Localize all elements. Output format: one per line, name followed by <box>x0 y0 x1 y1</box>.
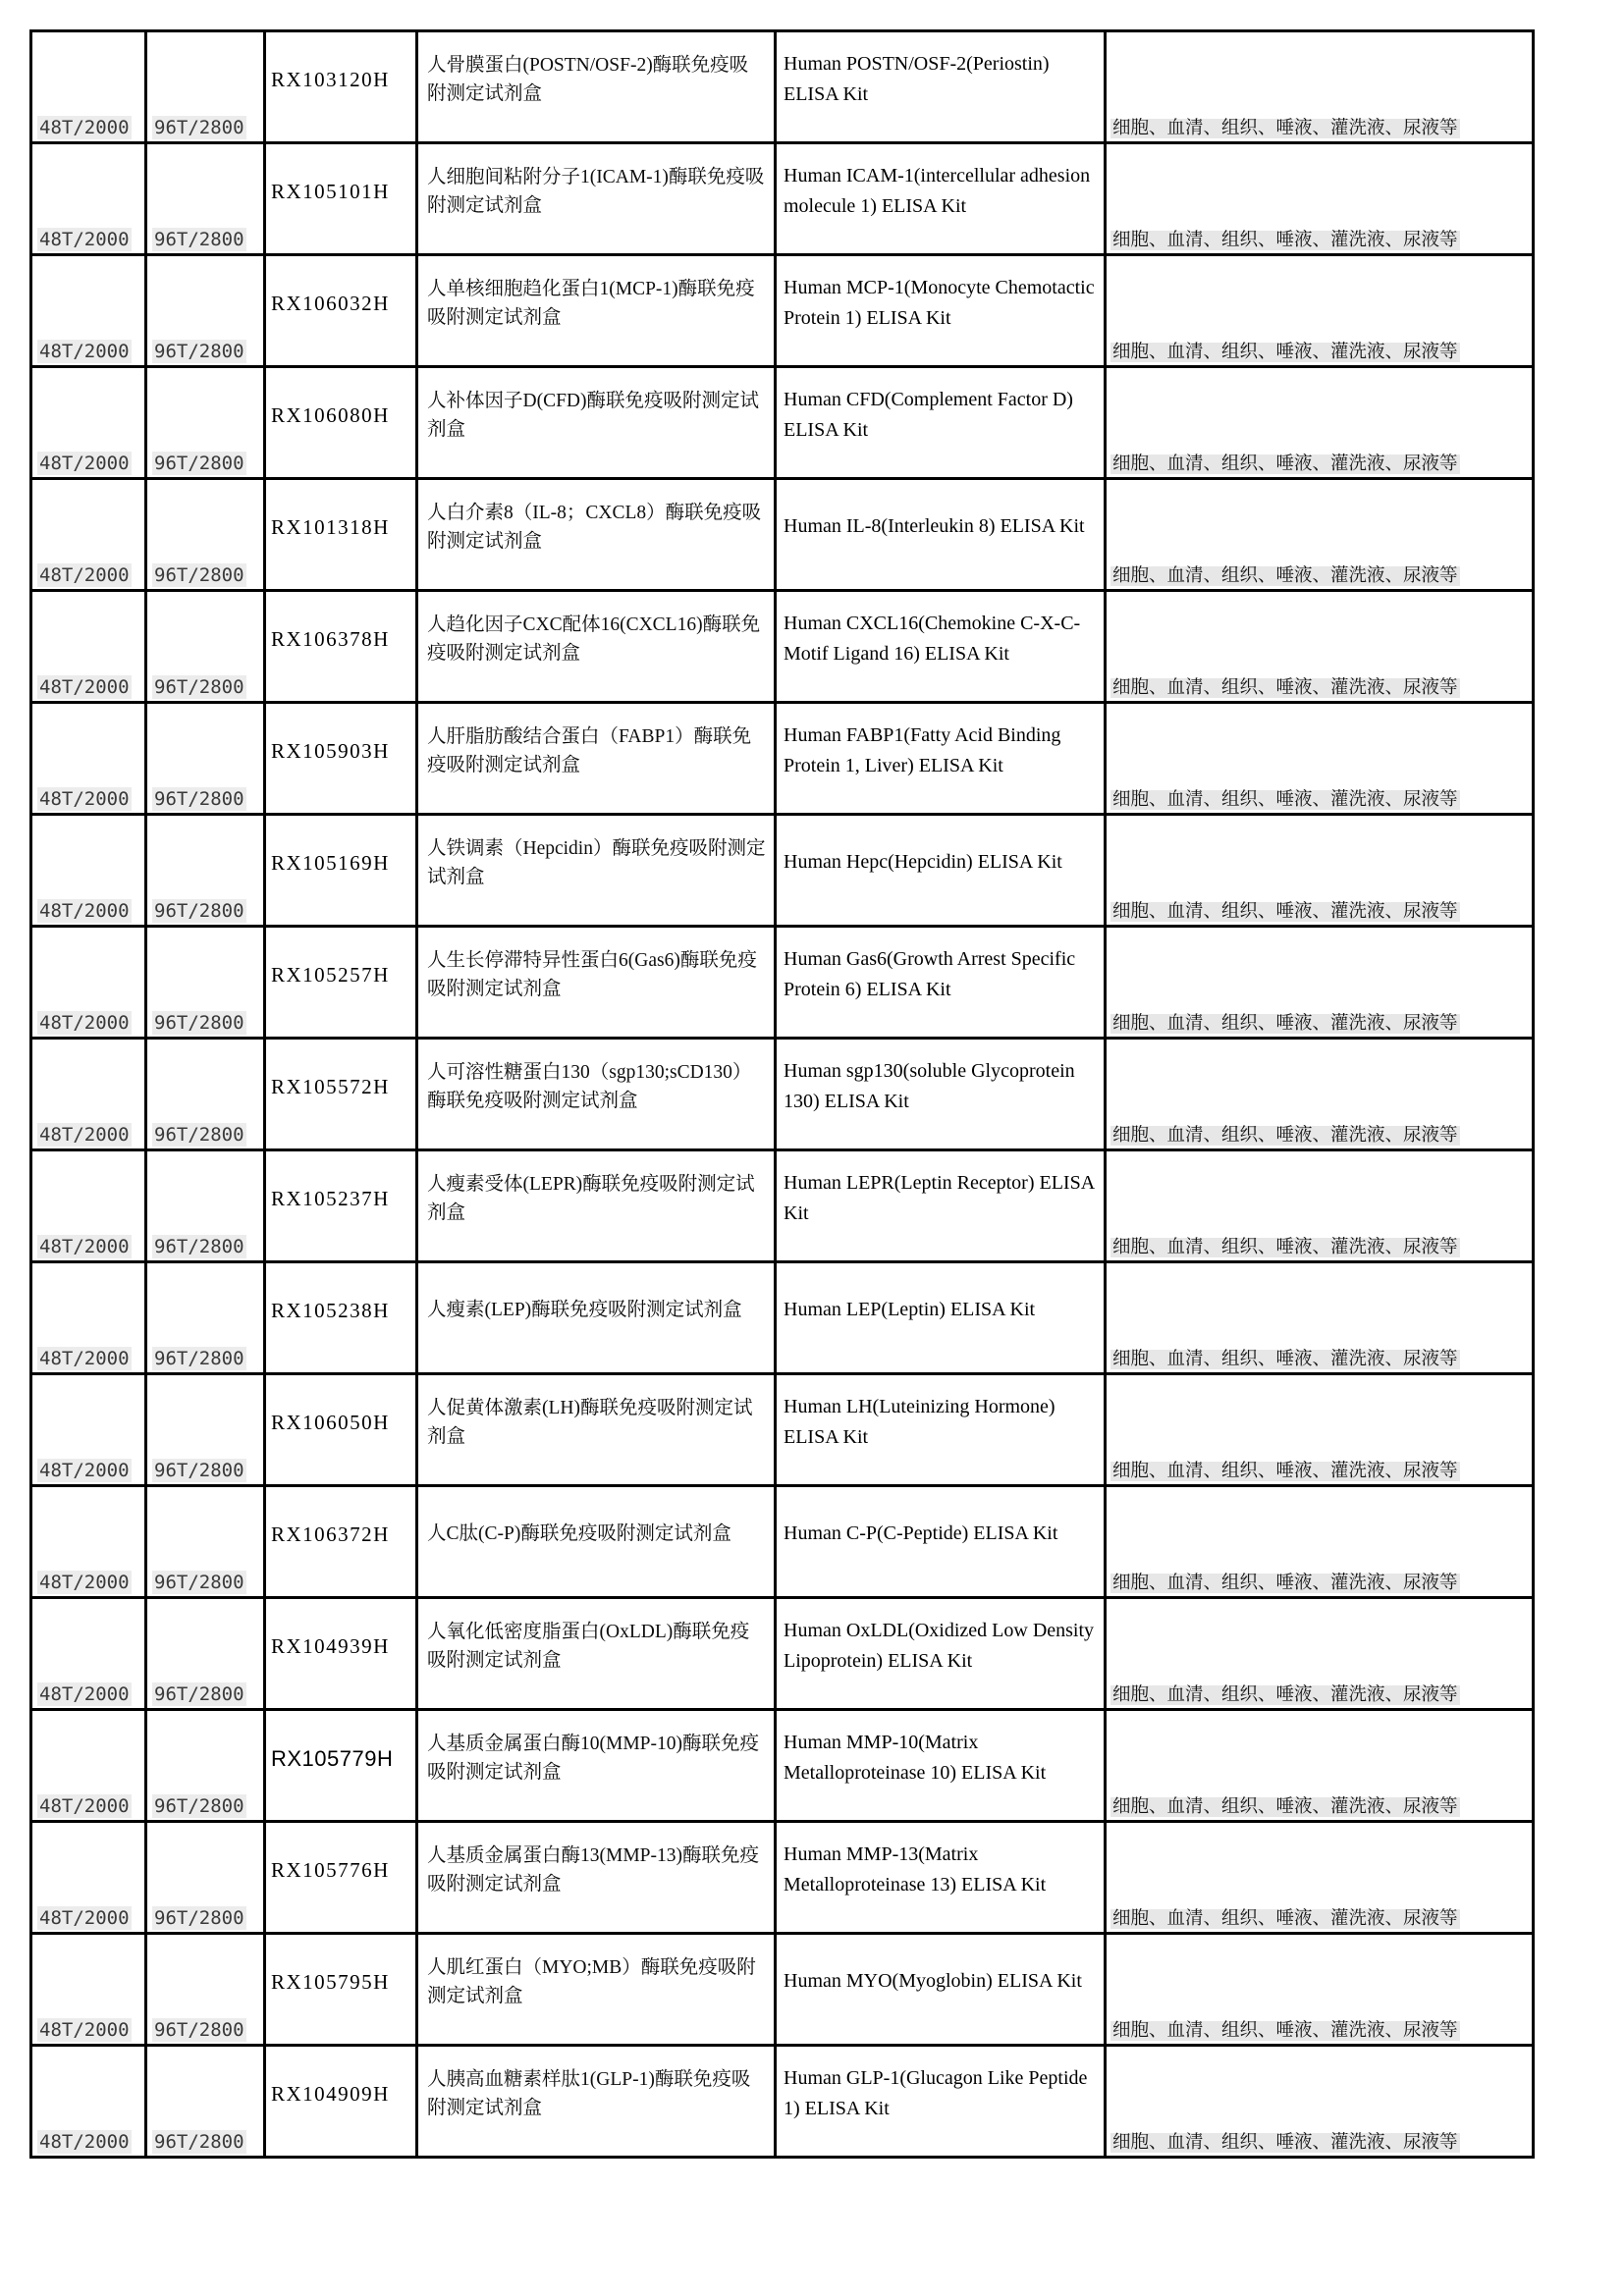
sample-types: 细胞、血清、组织、唾液、灌洗液、尿液等 <box>1112 119 1458 138</box>
sample-types: 细胞、血清、组织、唾液、灌洗液、尿液等 <box>1112 1350 1458 1369</box>
catalog-number-cell <box>265 31 417 143</box>
catalog-number-cell <box>265 143 417 255</box>
product-name-cn-cell <box>417 1374 776 1486</box>
product-name-en: Human LH(Luteinizing Hormone) ELISA Kit <box>784 1395 1056 1448</box>
pack-size-48t-cell <box>31 1710 146 1822</box>
product-name-cn-cell <box>417 703 776 815</box>
catalog-number: RX105238H <box>271 1299 390 1322</box>
pack-size-48t-cell <box>31 927 146 1039</box>
catalog-number-cell <box>265 367 417 479</box>
product-name-en: Human ICAM-1(intercellular adhesion molecule 1) ELISA Kit <box>784 164 1091 217</box>
catalog-number: RX101318H <box>271 515 390 539</box>
product-name-cn: 人单核细胞趋化蛋白1(MCP-1)酶联免疫吸附测定试剂盒 <box>427 278 755 328</box>
sample-types-cell <box>1106 143 1534 255</box>
product-name-cn-cell <box>417 591 776 703</box>
pack-size-96t-cell <box>146 1598 265 1710</box>
table-row <box>31 1934 1534 2046</box>
catalog-number-cell <box>265 479 417 591</box>
pack-size-48t-value: 48T/2000 <box>39 341 130 362</box>
product-name-cn: 人补体因子D(CFD)酶联免疫吸附测定试剂盒 <box>427 390 760 440</box>
pack-size-96t-value: 96T/2800 <box>154 1907 244 1929</box>
sample-types: 细胞、血清、组织、唾液、灌洗液、尿液等 <box>1112 454 1458 474</box>
sample-types: 细胞、血清、组织、唾液、灌洗液、尿液等 <box>1112 1909 1458 1929</box>
product-name-en-cell <box>776 591 1106 703</box>
pack-size-48t-cell <box>31 1486 146 1598</box>
catalog-number-cell <box>265 255 417 367</box>
pack-size-96t-cell <box>146 1039 265 1150</box>
table-row <box>31 815 1534 927</box>
sample-types-cell <box>1106 1486 1534 1598</box>
product-name-cn-cell <box>417 1934 776 2046</box>
sample-types-cell <box>1106 815 1534 927</box>
table-row <box>31 1710 1534 1822</box>
pack-size-48t-cell <box>31 703 146 815</box>
sample-types-cell <box>1106 1150 1534 1262</box>
pack-size-96t-value: 96T/2800 <box>154 1348 244 1369</box>
pack-size-96t-value: 96T/2800 <box>154 1683 244 1705</box>
product-name-cn-cell <box>417 1822 776 1934</box>
pack-size-96t-value: 96T/2800 <box>154 1236 244 1257</box>
pack-size-48t-value: 48T/2000 <box>39 1124 130 1146</box>
table-body <box>31 31 1534 2158</box>
table-row <box>31 255 1534 367</box>
catalog-number-cell <box>265 815 417 927</box>
product-name-cn: 人促黄体激素(LH)酶联免疫吸附测定试剂盒 <box>427 1397 753 1447</box>
pack-size-48t-cell <box>31 1262 146 1374</box>
product-name-cn: 人细胞间粘附分子1(ICAM-1)酶联免疫吸附测定试剂盒 <box>427 166 765 216</box>
pack-size-48t-value: 48T/2000 <box>39 564 130 586</box>
pack-size-96t-cell <box>146 1374 265 1486</box>
product-name-en: Human MMP-10(Matrix Metalloproteinase 10) ELISA Kit <box>784 1731 1047 1784</box>
sample-types-cell <box>1106 703 1534 815</box>
pack-size-96t-value: 96T/2800 <box>154 341 244 362</box>
sample-types-cell <box>1106 1710 1534 1822</box>
product-name-cn-cell <box>417 1262 776 1374</box>
product-name-en: Human sgp130(soluble Glycoprotein 130) ELISA Kit <box>784 1059 1075 1112</box>
product-name-en-cell <box>776 2046 1106 2158</box>
sample-types: 细胞、血清、组织、唾液、灌洗液、尿液等 <box>1112 1238 1458 1257</box>
pack-size-96t-cell <box>146 1262 265 1374</box>
product-name-en-cell <box>776 1262 1106 1374</box>
product-name-cn-cell <box>417 479 776 591</box>
pack-size-48t-value: 48T/2000 <box>39 1236 130 1257</box>
product-name-cn-cell <box>417 1486 776 1598</box>
catalog-number: RX106372H <box>271 1522 390 1546</box>
pack-size-48t-cell <box>31 1934 146 2046</box>
pack-size-96t-cell <box>146 1486 265 1598</box>
product-table <box>29 29 1535 2159</box>
pack-size-96t-cell <box>146 2046 265 2158</box>
product-name-en-cell <box>776 1374 1106 1486</box>
pack-size-96t-value: 96T/2800 <box>154 453 244 474</box>
pack-size-96t-cell <box>146 31 265 143</box>
pack-size-96t-cell <box>146 479 265 591</box>
sample-types: 细胞、血清、组织、唾液、灌洗液、尿液等 <box>1112 1462 1458 1481</box>
sample-types: 细胞、血清、组织、唾液、灌洗液、尿液等 <box>1112 1126 1458 1146</box>
pack-size-96t-value: 96T/2800 <box>154 1460 244 1481</box>
catalog-number-cell <box>265 1598 417 1710</box>
product-name-cn-cell <box>417 1150 776 1262</box>
catalog-number: RX105776H <box>271 1858 390 1882</box>
pack-size-96t-cell <box>146 591 265 703</box>
product-name-en-cell <box>776 1486 1106 1598</box>
sample-types-cell <box>1106 31 1534 143</box>
sample-types-cell <box>1106 479 1534 591</box>
pack-size-96t-value: 96T/2800 <box>154 676 244 698</box>
product-name-cn: 人肝脂肪酸结合蛋白（FABP1）酶联免疫吸附测定试剂盒 <box>427 725 752 775</box>
pack-size-96t-cell <box>146 367 265 479</box>
table-row <box>31 1150 1534 1262</box>
product-name-cn: 人基质金属蛋白酶10(MMP-10)酶联免疫吸附测定试剂盒 <box>427 1733 760 1783</box>
catalog-number-cell <box>265 2046 417 2158</box>
pack-size-96t-value: 96T/2800 <box>154 788 244 810</box>
product-name-cn-cell <box>417 255 776 367</box>
catalog-number-cell <box>265 1374 417 1486</box>
table-row <box>31 1374 1534 1486</box>
catalog-number: RX104909H <box>271 2082 390 2106</box>
product-name-en: Human C-P(C-Peptide) ELISA Kit <box>784 1522 1058 1544</box>
pack-size-48t-cell <box>31 1150 146 1262</box>
sample-types: 细胞、血清、组织、唾液、灌洗液、尿液等 <box>1112 343 1458 362</box>
product-name-cn: 人生长停滞特异性蛋白6(Gas6)酶联免疫吸附测定试剂盒 <box>427 949 757 999</box>
table-row <box>31 367 1534 479</box>
table-row <box>31 479 1534 591</box>
pack-size-48t-cell <box>31 255 146 367</box>
product-name-cn: 人骨膜蛋白(POSTN/OSF-2)酶联免疫吸附测定试剂盒 <box>427 54 749 104</box>
catalog-number: RX106378H <box>271 627 390 651</box>
pack-size-48t-value: 48T/2000 <box>39 1012 130 1034</box>
pack-size-48t-cell <box>31 815 146 927</box>
catalog-number-cell <box>265 1934 417 2046</box>
product-name-en-cell <box>776 1710 1106 1822</box>
table-row <box>31 1598 1534 1710</box>
product-name-cn-cell <box>417 1710 776 1822</box>
pack-size-48t-value: 48T/2000 <box>39 2131 130 2153</box>
sample-types-cell <box>1106 255 1534 367</box>
product-name-en: Human OxLDL(Oxidized Low Density Lipoprotein) ELISA Kit <box>784 1619 1095 1672</box>
sample-types: 细胞、血清、组织、唾液、灌洗液、尿液等 <box>1112 902 1458 922</box>
pack-size-48t-value: 48T/2000 <box>39 676 130 698</box>
sample-types-cell <box>1106 1822 1534 1934</box>
product-name-en-cell <box>776 31 1106 143</box>
catalog-number-cell <box>265 591 417 703</box>
product-name-en-cell <box>776 927 1106 1039</box>
product-name-en-cell <box>776 815 1106 927</box>
sample-types: 细胞、血清、组织、唾液、灌洗液、尿液等 <box>1112 1685 1458 1705</box>
pack-size-48t-value: 48T/2000 <box>39 1460 130 1481</box>
catalog-number: RX105795H <box>271 1970 390 1994</box>
product-name-en-cell <box>776 1039 1106 1150</box>
product-name-en-cell <box>776 367 1106 479</box>
pack-size-48t-cell <box>31 1374 146 1486</box>
product-name-en: Human MMP-13(Matrix Metalloproteinase 13) ELISA Kit <box>784 1842 1047 1896</box>
pack-size-96t-value: 96T/2800 <box>154 900 244 922</box>
pack-size-48t-cell <box>31 143 146 255</box>
pack-size-48t-value: 48T/2000 <box>39 1348 130 1369</box>
sample-types-cell <box>1106 1374 1534 1486</box>
pack-size-96t-value: 96T/2800 <box>154 1795 244 1817</box>
product-name-en-cell <box>776 143 1106 255</box>
pack-size-48t-value: 48T/2000 <box>39 229 130 250</box>
catalog-number-cell <box>265 1262 417 1374</box>
product-name-en-cell <box>776 479 1106 591</box>
table-row <box>31 591 1534 703</box>
table-row <box>31 31 1534 143</box>
product-name-en: Human MCP-1(Monocyte Chemotactic Protein 1) ELISA Kit <box>784 276 1095 329</box>
catalog-number: RX105101H <box>271 180 390 203</box>
product-name-en: Human POSTN/OSF-2(Periostin) ELISA Kit <box>784 52 1050 105</box>
table-row <box>31 1039 1534 1150</box>
product-name-en: Human FABP1(Fatty Acid Binding Protein 1, Liver) ELISA Kit <box>784 723 1061 776</box>
sample-types: 细胞、血清、组织、唾液、灌洗液、尿液等 <box>1112 1797 1458 1817</box>
pack-size-48t-value: 48T/2000 <box>39 1683 130 1705</box>
pack-size-48t-value: 48T/2000 <box>39 1572 130 1593</box>
sample-types-cell <box>1106 1934 1534 2046</box>
product-name-en: Human LEP(Leptin) ELISA Kit <box>784 1299 1036 1320</box>
product-name-cn: 人可溶性糖蛋白130（sgp130;sCD130）酶联免疫吸附测定试剂盒 <box>427 1061 752 1111</box>
sample-types-cell <box>1106 591 1534 703</box>
pack-size-48t-value: 48T/2000 <box>39 900 130 922</box>
table-row <box>31 703 1534 815</box>
pack-size-48t-cell <box>31 479 146 591</box>
catalog-number: RX105169H <box>271 851 390 875</box>
product-name-en: Human Gas6(Growth Arrest Specific Protein 6) ELISA Kit <box>784 947 1076 1000</box>
sample-types-cell <box>1106 1598 1534 1710</box>
pack-size-96t-cell <box>146 815 265 927</box>
pack-size-96t-value: 96T/2800 <box>154 2131 244 2153</box>
catalog-number-cell <box>265 1150 417 1262</box>
catalog-number-cell <box>265 1486 417 1598</box>
catalog-number-cell <box>265 1710 417 1822</box>
product-name-en: Human CXCL16(Chemokine C-X-C-Motif Ligand 16) ELISA Kit <box>784 612 1081 665</box>
catalog-number-cell <box>265 927 417 1039</box>
pack-size-48t-cell <box>31 31 146 143</box>
sample-types: 细胞、血清、组织、唾液、灌洗液、尿液等 <box>1112 1574 1458 1593</box>
table-row <box>31 2046 1534 2158</box>
product-name-cn-cell <box>417 2046 776 2158</box>
catalog-number: RX105572H <box>271 1075 390 1098</box>
pack-size-48t-value: 48T/2000 <box>39 117 130 138</box>
product-name-cn: 人趋化因子CXC配体16(CXCL16)酶联免疫吸附测定试剂盒 <box>427 614 761 664</box>
product-name-cn-cell <box>417 367 776 479</box>
product-name-en: Human CFD(Complement Factor D) ELISA Kit <box>784 388 1073 441</box>
product-name-cn-cell <box>417 927 776 1039</box>
product-name-en-cell <box>776 703 1106 815</box>
product-name-en-cell <box>776 1822 1106 1934</box>
product-name-cn-cell <box>417 31 776 143</box>
catalog-number: RX103120H <box>271 68 390 91</box>
catalog-number: RX106080H <box>271 403 390 427</box>
product-name-en: Human LEPR(Leptin Receptor) ELISA Kit <box>784 1171 1095 1224</box>
sample-types: 细胞、血清、组织、唾液、灌洗液、尿液等 <box>1112 678 1458 698</box>
product-name-cn: 人氧化低密度脂蛋白(OxLDL)酶联免疫吸附测定试剂盒 <box>427 1621 750 1671</box>
sample-types-cell <box>1106 2046 1534 2158</box>
sample-types: 细胞、血清、组织、唾液、灌洗液、尿液等 <box>1112 231 1458 250</box>
pack-size-96t-cell <box>146 1822 265 1934</box>
sample-types-cell <box>1106 367 1534 479</box>
catalog-number: RX105779H <box>271 1745 394 1771</box>
catalog-number: RX106032H <box>271 292 390 315</box>
product-name-cn: 人肌红蛋白（MYO;MB）酶联免疫吸附测定试剂盒 <box>427 1956 756 2006</box>
pack-size-96t-cell <box>146 143 265 255</box>
product-name-cn: 人白介素8（IL-8；CXCL8）酶联免疫吸附测定试剂盒 <box>427 502 762 552</box>
pack-size-96t-value: 96T/2800 <box>154 117 244 138</box>
pack-size-96t-cell <box>146 703 265 815</box>
product-name-cn-cell <box>417 143 776 255</box>
pack-size-48t-value: 48T/2000 <box>39 2019 130 2041</box>
table-row <box>31 1486 1534 1598</box>
pack-size-96t-cell <box>146 1150 265 1262</box>
catalog-number: RX106050H <box>271 1411 390 1434</box>
catalog-number-cell <box>265 1822 417 1934</box>
pack-size-96t-cell <box>146 1710 265 1822</box>
pack-size-96t-value: 96T/2800 <box>154 1572 244 1593</box>
catalog-number-cell <box>265 703 417 815</box>
product-name-en: Human Hepc(Hepcidin) ELISA Kit <box>784 851 1062 873</box>
sample-types: 细胞、血清、组织、唾液、灌洗液、尿液等 <box>1112 2021 1458 2041</box>
sample-types: 细胞、血清、组织、唾液、灌洗液、尿液等 <box>1112 2133 1458 2153</box>
table-row <box>31 1822 1534 1934</box>
sample-types: 细胞、血清、组织、唾液、灌洗液、尿液等 <box>1112 1014 1458 1034</box>
pack-size-48t-cell <box>31 1039 146 1150</box>
pack-size-96t-value: 96T/2800 <box>154 1124 244 1146</box>
product-name-cn: 人瘦素(LEP)酶联免疫吸附测定试剂盒 <box>427 1300 742 1320</box>
pack-size-96t-cell <box>146 927 265 1039</box>
product-name-cn: 人瘦素受体(LEPR)酶联免疫吸附测定试剂盒 <box>427 1173 755 1223</box>
sample-types-cell <box>1106 927 1534 1039</box>
product-name-cn: 人C肽(C-P)酶联免疫吸附测定试剂盒 <box>427 1523 731 1544</box>
catalog-number: RX105257H <box>271 963 390 987</box>
catalog-number: RX104939H <box>271 1634 390 1658</box>
product-name-en-cell <box>776 1150 1106 1262</box>
pack-size-48t-cell <box>31 2046 146 2158</box>
sample-types-cell <box>1106 1262 1534 1374</box>
product-name-cn-cell <box>417 1598 776 1710</box>
product-name-en-cell <box>776 1598 1106 1710</box>
product-name-cn-cell <box>417 1039 776 1150</box>
product-name-cn: 人铁调素（Hepcidin）酶联免疫吸附测定试剂盒 <box>427 837 766 887</box>
pack-size-48t-value: 48T/2000 <box>39 788 130 810</box>
pack-size-48t-cell <box>31 1822 146 1934</box>
pack-size-96t-value: 96T/2800 <box>154 1012 244 1034</box>
pack-size-48t-value: 48T/2000 <box>39 1795 130 1817</box>
product-name-cn: 人基质金属蛋白酶13(MMP-13)酶联免疫吸附测定试剂盒 <box>427 1844 760 1895</box>
product-name-en: Human IL-8(Interleukin 8) ELISA Kit <box>784 515 1085 537</box>
product-name-cn-cell <box>417 815 776 927</box>
pack-size-96t-cell <box>146 255 265 367</box>
pack-size-48t-cell <box>31 367 146 479</box>
product-name-en-cell <box>776 1934 1106 2046</box>
pack-size-48t-value: 48T/2000 <box>39 1907 130 1929</box>
pack-size-96t-value: 96T/2800 <box>154 2019 244 2041</box>
product-name-en: Human GLP-1(Glucagon Like Peptide 1) ELISA Kit <box>784 2066 1088 2119</box>
pack-size-48t-cell <box>31 591 146 703</box>
table-row <box>31 927 1534 1039</box>
pack-size-96t-value: 96T/2800 <box>154 229 244 250</box>
catalog-number-cell <box>265 1039 417 1150</box>
catalog-number: RX105903H <box>271 739 390 763</box>
pack-size-96t-value: 96T/2800 <box>154 564 244 586</box>
pack-size-48t-cell <box>31 1598 146 1710</box>
pack-size-96t-cell <box>146 1934 265 2046</box>
sample-types-cell <box>1106 1039 1534 1150</box>
sample-types: 细胞、血清、组织、唾液、灌洗液、尿液等 <box>1112 566 1458 586</box>
pack-size-48t-value: 48T/2000 <box>39 453 130 474</box>
table-row <box>31 1262 1534 1374</box>
sample-types: 细胞、血清、组织、唾液、灌洗液、尿液等 <box>1112 790 1458 810</box>
product-name-cn: 人胰高血糖素样肽1(GLP-1)酶联免疫吸附测定试剂盒 <box>427 2068 751 2118</box>
product-name-en-cell <box>776 255 1106 367</box>
catalog-number: RX105237H <box>271 1187 390 1210</box>
product-name-en: Human MYO(Myoglobin) ELISA Kit <box>784 1970 1082 1992</box>
table-row <box>31 143 1534 255</box>
